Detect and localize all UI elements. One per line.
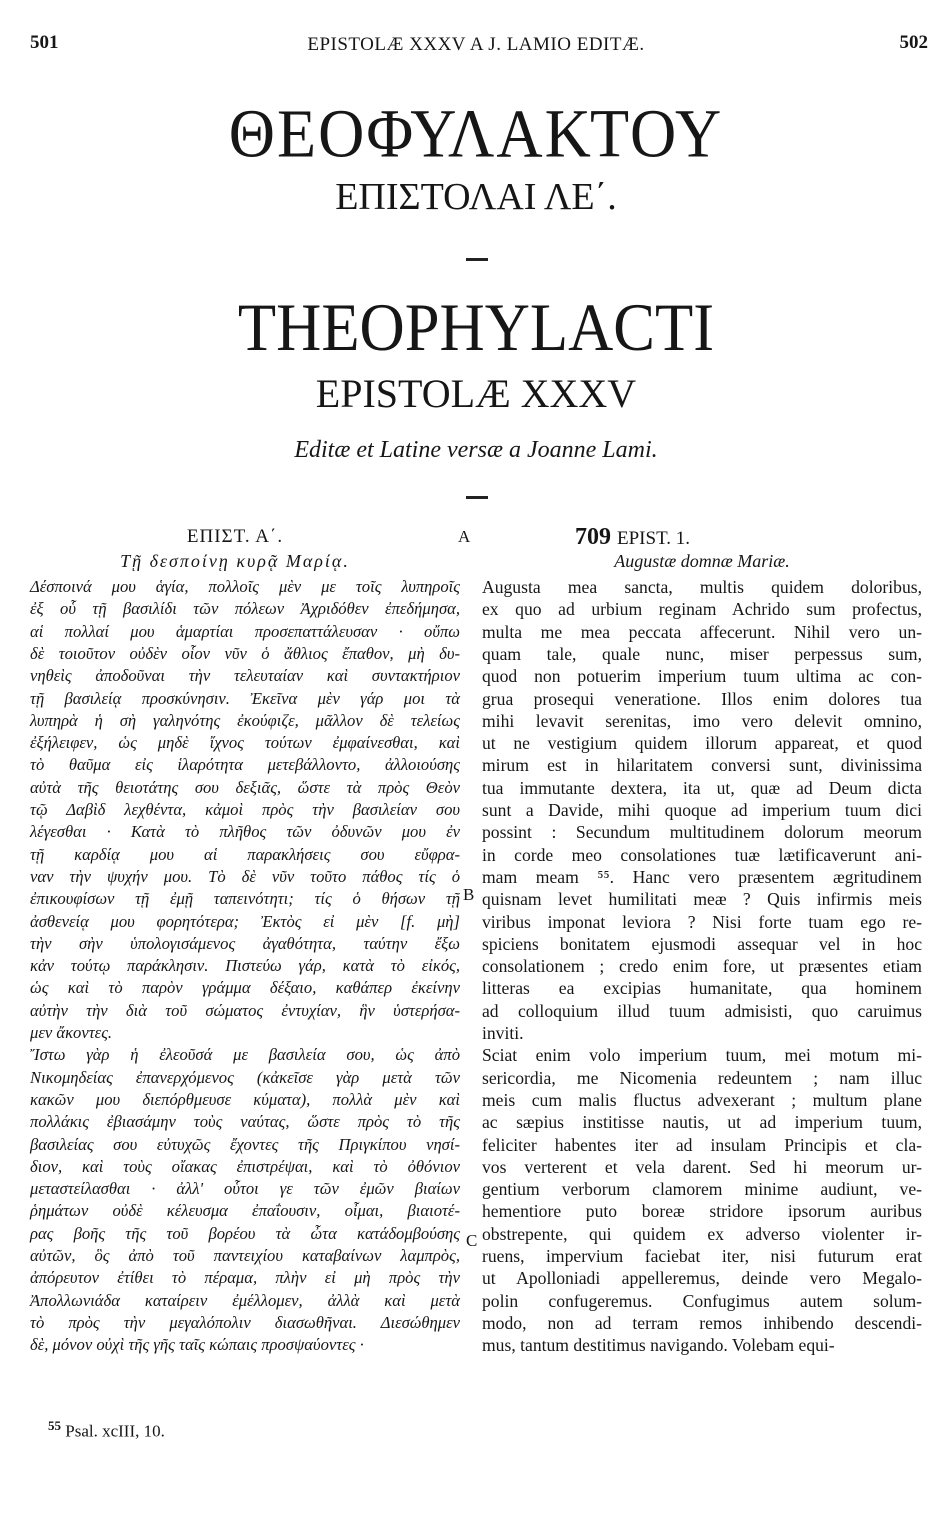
text-line: Ἴστω γὰρ ἡ ἐλεοῦσά με βασιλεία σου, ὡς ἀπὸ <box>30 1045 460 1065</box>
running-title: EPISTOLÆ XXXV A J. LAMIO EDITÆ. <box>307 34 645 55</box>
text-line: sunt a Davide, mihi quoque ad imperium tuum dici <box>482 800 922 820</box>
text-line: Sciat enim volo imperium tuum, mei motum mi- <box>482 1045 922 1066</box>
text-line: λυπηρὰ ἡ σὴ γαληνότης ἐκούφιζε, μᾶλλον δὲ τελείως <box>30 710 460 730</box>
text-line: litteras ea excipias humanitate, qua hominem <box>482 978 922 999</box>
text-line: possint : Secundum multitudinem dolorum meorum <box>482 822 922 843</box>
text-line: ἀπόρευτον ἐτίθει τὸ πέραμα, πλὴν εἰ μὴ πρὸς τὴν <box>30 1268 460 1288</box>
text-line: πολλάκις ἐβιασάμην τοὺς ναύτας, ὥστε πρὸς τὸ τῆς <box>30 1112 460 1132</box>
text-line: consolationem ; credo enim fore, ut præsentes etiam <box>482 956 922 977</box>
text-line: τὴν σὴν ὑπολογισάμενος ἀγαθότητα, ταύτην ἔξω <box>30 933 460 953</box>
text-line: ad colloquium illud tuum admisisti, quo caruimus <box>482 1000 922 1021</box>
margin-letter-b: B <box>463 885 475 904</box>
text-line: μεταστείλασθαι · ἀλλ' οὗτοι γε τῶν ἐμῶν βιαίων <box>30 1179 460 1199</box>
footnote <box>48 1418 165 1442</box>
text-line: grua prosequi veneratione. Illos enim dolores tua <box>482 688 922 709</box>
page-header <box>0 32 952 62</box>
text-line: Ἀπολλωνιάδα καταίρειν ἐμέλλομεν, ἀλλὰ καὶ μετὰ <box>30 1290 460 1310</box>
greek-author-title: ΘΕΟΦΥΛΑΚΤΟΥ <box>228 95 724 172</box>
text-line: νηθεὶς ἀποδοῦναι τὴν τελευταίαν καὶ συντακτήριον <box>30 666 460 686</box>
latin-letter-heading <box>575 524 690 551</box>
text-line: polin confugeremus. Confugimus autem solum- <box>482 1290 922 1311</box>
text-line: Νικομηδείας ἐπανερχόμενος (κἀκεῖσε γὰρ μετὰ τῶν <box>30 1067 460 1087</box>
latin-heading-text: EPIST. 1. <box>617 528 691 549</box>
text-line: ruens, impervium faciebat iter, nisi futurum erat <box>482 1246 922 1266</box>
text-line: inviti. <box>482 1023 524 1043</box>
text-line: modo, non ad terram remos inhibendo descendi- <box>482 1312 922 1333</box>
text-line: mirum est in hilaritatem conversi sunt, divinissima <box>482 755 922 776</box>
text-line: διον, καὶ τοὺς οἴακας ἐπιστρέψαι, καὶ τὸ ὀθόνιον <box>30 1156 460 1176</box>
text-line: quam tale, quale nunc, miser perpessus sum, <box>482 643 922 664</box>
latin-address: Augustæ domnæ Mariæ. <box>614 551 790 571</box>
text-line: αὐτῶν, ὃς ἀπὸ τοῦ παντειχίου καταβαίνων λαμπρὸς, <box>30 1246 460 1265</box>
text-line: λέγεσθαι · Κατὰ τὸ πλῆθος τῶν ὀδυνῶν μου ἐν <box>30 822 460 842</box>
page-number-right: 502 <box>899 32 928 53</box>
footnote-text: Psal. xcIII, 10. <box>65 1421 165 1441</box>
text-line: in corde meo consolationes tuæ lætificaverunt ani- <box>482 844 922 865</box>
title-divider-1 <box>466 258 488 261</box>
title-divider-2 <box>466 496 488 499</box>
column-number: 709 <box>575 524 611 550</box>
greek-subtitle: ΕΠΙΣΤΟΛΑΙ ΛΕ΄. <box>335 176 617 218</box>
text-line: δὲ τοιοῦτον οὐδὲν οἷον νῦν ὁ ἄθλιος ἔπαθον, μὴ δυ- <box>30 643 460 663</box>
text-line: viribus imponat leviora ? Nisi forte tuam ego re- <box>482 911 922 932</box>
text-line: tua immutante dextera, ita ut, quæ ad Deum dicta <box>482 777 922 798</box>
text-line: κἀν τούτῳ παράκλησιν. Πιστεύω γάρ, κατὰ τὸ εἰκός, <box>30 956 460 976</box>
text-line: αὐτὴν τὴν διὰ τοῦ σώματος ἐντυχίαν, ἣν ὑστερήσα- <box>30 1000 460 1020</box>
text-line: ἐξ οὗ τῇ βασιλίδι τῶν πόλεων Ἀχριδόθεν ἐπεδήμησα, <box>30 599 460 619</box>
text-line: ἐξήλειφεν, ὡς μηδὲ ἴχνος τούτων ἐμφαίνεσθαι, καὶ <box>30 733 460 753</box>
text-line: Δέσποινά μου ἁγία, πολλοῖς μὲν με τοῖς λυπηροῖς <box>30 577 460 596</box>
text-line: multa me mea peccata affecerunt. Nihil vero un- <box>482 621 922 642</box>
text-line: βασιλείας σου εὐτυχῶς ἔχοντες τῆς Πριγκίπου νησί- <box>30 1134 460 1154</box>
text-line: τῷ Δαβὶδ λεχθέντα, κἀμοὶ πρὸς τὴν βασιλείαν σου <box>30 800 460 819</box>
greek-letter-heading: ΕΠΙΣΤ. Α΄. <box>186 526 284 547</box>
text-line: μεν ἄκοντες. <box>30 1023 113 1042</box>
text-line: κακῶν μου διεπόρθμευσε κύματα), πολλὰ μὲν καὶ <box>30 1089 460 1109</box>
text-line: δὲ, μόνον οὐχὶ τῆς γῆς ταῖς κώπαις προσψαύοντες · <box>30 1335 364 1355</box>
text-line: ac sæpius institisse nautis, ut ad imperium tuum, <box>482 1112 922 1133</box>
text-line: τῇ βασιλείᾳ προσκύνησιν. Ἐκεῖνα μὲν γάρ μοι τὰ <box>30 688 460 708</box>
text-line: obstrepente, qui quidem ex adverso violenter ir- <box>482 1223 922 1244</box>
footnote-number: 55 <box>48 1418 61 1433</box>
text-line: spiciens bonitatem ejusmodi assequar vel in hoc <box>482 933 922 954</box>
text-line: gentium verborum clamorem minime audiunt, ve- <box>482 1179 922 1200</box>
text-line: mam meam ⁵⁵. Hanc vero præsentem ægritudinem <box>482 866 922 887</box>
latin-author-title: THEOPHYLACTI <box>237 289 715 365</box>
edition-note: Editæ et Latine versæ a Joanne Lami. <box>294 437 658 463</box>
text-line: feliciter habentes iter ad insulam Principis et cla- <box>482 1134 922 1155</box>
margin-letter-a: A <box>458 527 471 546</box>
margin-letter-c: C <box>466 1231 478 1250</box>
text-line: τὸ πρὸς τὴν μεγαλόπολιν διασωθῆναι. Διεσώθημεν <box>30 1312 460 1332</box>
text-line: meis cum malis fluctus advexerant ; multum plane <box>482 1089 922 1110</box>
text-line: quisnam levet humilitati meæ ? Quis infirmis meis <box>482 889 922 910</box>
text-line: quod non potuerim imperium tuum ultima ac con- <box>482 666 922 687</box>
text-line: τὸ θαῦμα εἰς ἱλαρότητα μετεβάλλοντο, ἀλλοιούσης <box>30 755 460 775</box>
text-line: Augusta mea sancta, multis quidem doloribus, <box>482 577 922 597</box>
text-line: ναν τὴν ψυχήν μου. Τὸ δὲ νῦν τοῦτο πάθος τίς ὁ <box>30 866 460 886</box>
text-line: ῥημάτων οὐδὲ κέλευσμα ἐπαΐουσιν, οἶμαι, βιαιοτέ- <box>30 1201 460 1221</box>
text-line: ut ne vestigium quidem illorum appareat, et quod <box>482 733 922 754</box>
text-line: ex quo ad urbium reginam Achrido sum profectus, <box>482 599 922 620</box>
text-line: αἱ πολλαί μου ἁμαρτίαι προσεπαττάλευσαν · οὔπω <box>30 621 460 641</box>
text-line: vos verterent et vela darent. Sed hi meorum ur- <box>482 1156 922 1177</box>
text-line: ὡς καὶ τὸ παρὸν γράμμα δέξαιο, καθάπερ ἐκείνην <box>30 978 460 998</box>
page-number-left: 501 <box>30 32 59 53</box>
text-line: ut Apolloniadi appelleremus, deinde vero Megalo- <box>482 1268 922 1289</box>
text-line: ρας βοῆς τῆς τοῦ βορέου τὰ ὦτα κατάδομβούσης <box>30 1223 460 1243</box>
text-line: ἐπικουφίσων τῇ ἐμῇ ταπεινότητι; τίς ὁ θήσων τῇ <box>30 889 460 909</box>
latin-subtitle: EPISTOLÆ XXXV <box>315 371 637 416</box>
text-line: sericordia, me Nicomenia redeuntem ; nam illuc <box>482 1067 922 1088</box>
greek-address: Τῇ δεσποίνῃ κυρᾷ Μαρίᾳ. <box>120 551 350 571</box>
text-line: ἀσθενείᾳ μου φορητότερα; Ἐκτὸς εἰ μὲν [f. μὴ] <box>30 911 460 931</box>
text-line: hementiore puto boreæ stridore ipsorum auribus <box>482 1201 922 1222</box>
text-line: mus, tantum destitimus navigando. Volebam equi- <box>482 1335 835 1356</box>
text-line: τῇ καρδίᾳ μου αἱ παρακλήσεις σου εὔφρα- <box>30 844 460 864</box>
text-line: mihi levavit serenitas, imo vero delevit omnino, <box>482 710 922 731</box>
text-line: αὐτὰ τῆς θειοτάτης σου δεξιᾶς, ὥστε τὰ πρὸς Θεὸν <box>30 777 460 797</box>
